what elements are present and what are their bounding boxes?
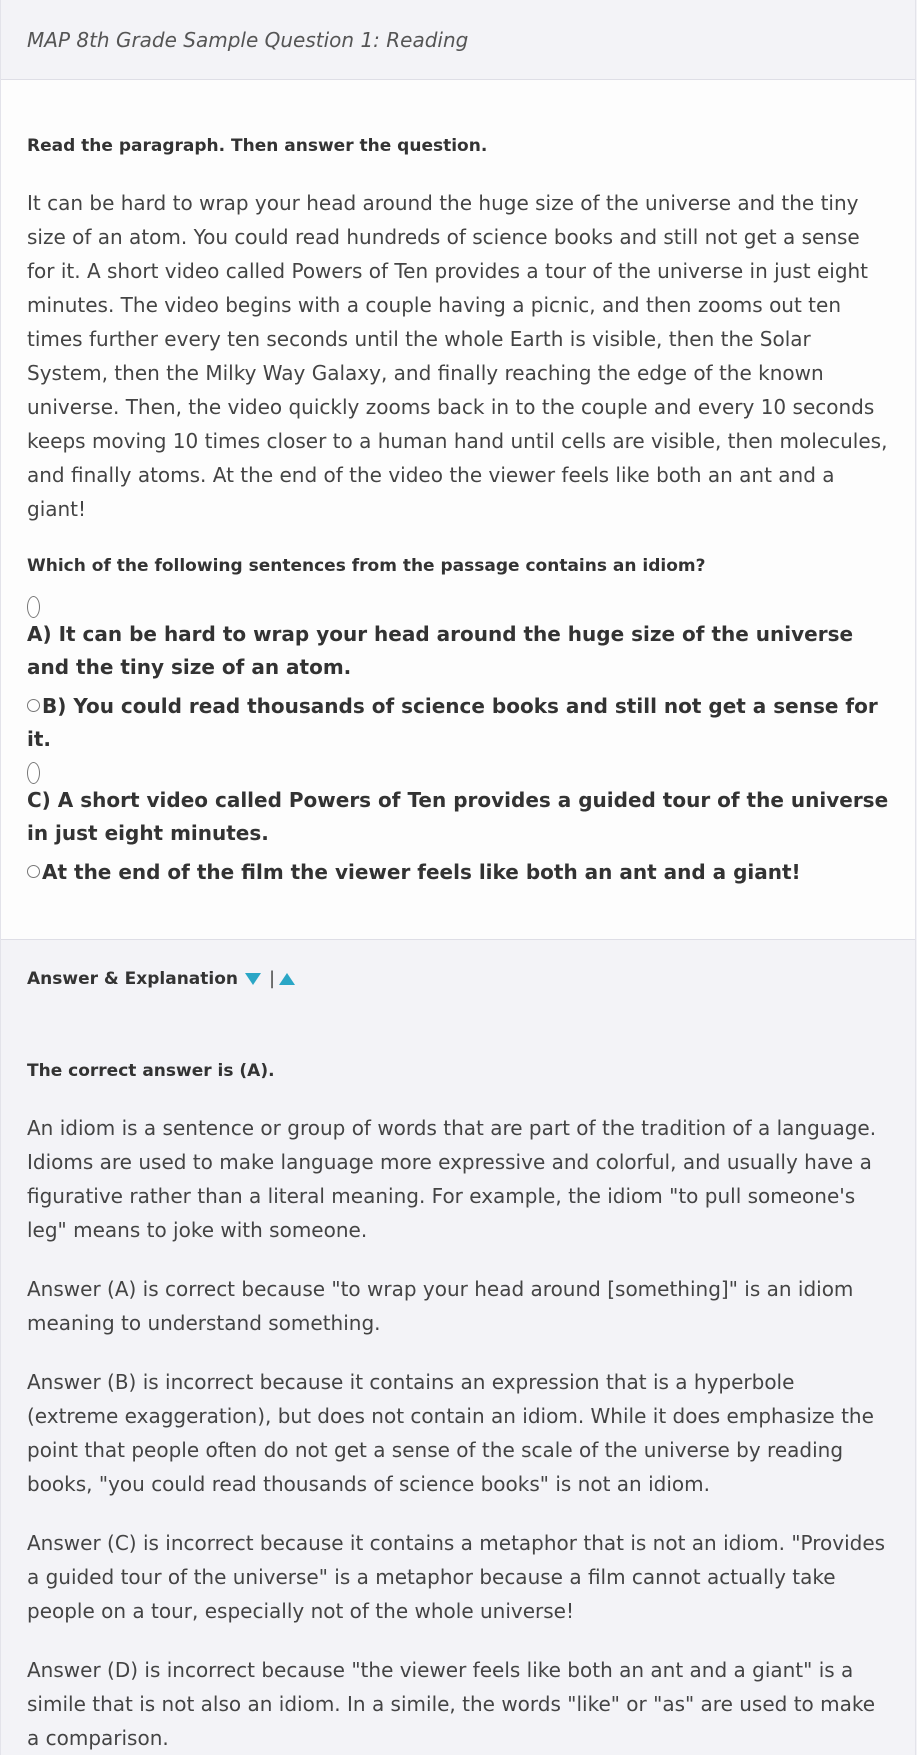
- explanation-toggle[interactable]: [27, 968, 889, 989]
- triangle-down-icon[interactable]: [245, 973, 261, 985]
- explanation-paragraph: Answer (C) is incorrect because it contains a metaphor that is not an idiom. "Provides a guided tour of the universe" is a metaphor because a film cannot actually take people on a tour, especially not of the whole universe!: [27, 1531, 886, 1623]
- instruction-text: Read the paragraph. Then answer the question.: [27, 136, 488, 156]
- explanation-paragraph: Answer (D) is incorrect because "the viewer feels like both an ant and a giant" is a simile that is not also an idiom. In a simile, the words "like" or "as" are used to make a comparison.: [27, 1658, 876, 1750]
- question-body: [1, 80, 915, 940]
- explanation-toggle-label[interactable]: Answer & Explanation: [27, 968, 239, 989]
- question-header: [1, 0, 915, 80]
- radio-button-icon[interactable]: [27, 762, 40, 784]
- explanation-paragraph: An idiom is a sentence or group of words that are part of the tradition of a language. Idioms are used to make language more expressive and colorful, and usually have a figurative rather than a literal meaning. For example, the idiom "to pull someone's leg" means to joke with someone.: [27, 1116, 877, 1242]
- explanation-paragraph: Answer (B) is incorrect because it contains an expression that is a hyperbole (extreme exaggeration), but does not contain an idiom. While it does emphasize the point that people often do not get a sense of the scale of the universe by reading books, "you could read thousands of science books" is not an idiom.: [27, 1370, 874, 1496]
- toggle-separator: |: [269, 968, 276, 989]
- answer-option-c[interactable]: [27, 762, 889, 850]
- option-a-label[interactable]: A) It can be hard to wrap your head around the huge size of the universe and the tiny size of an atom.: [27, 622, 854, 679]
- radio-button-icon[interactable]: [27, 699, 40, 712]
- triangle-up-icon[interactable]: [279, 973, 295, 985]
- radio-button-icon[interactable]: [27, 865, 40, 878]
- page-title: MAP 8th Grade Sample Question 1: Reading: [27, 27, 469, 52]
- question-prompt: Which of the following sentences from the passage contains an idiom?: [27, 556, 706, 576]
- correct-answer: The correct answer is (A).: [27, 1061, 275, 1081]
- answer-option-d[interactable]: [27, 856, 889, 889]
- option-b-label[interactable]: B) You could read thousands of science books and still not get a sense for it.: [27, 694, 878, 751]
- option-d-label[interactable]: At the end of the film the viewer feels like both an ant and a giant!: [42, 860, 801, 884]
- reading-passage: It can be hard to wrap your head around the huge size of the universe and the tiny size of an atom. You could read hundreds of science books and still not get a sense for it. A short video called Powers of Ten provides a tour of the universe in just eight minutes. The video begins with a couple having a picnic, and then zooms out ten times further every ten seconds until the whole Earth is visible, then the Solar System, then the Milky Way Galaxy, and finally reaching the edge of the known universe. Then, the video quickly zooms back in to the couple and every 10 seconds keeps moving 10 times closer to a human hand until cells are visible, then molecules, and finally atoms. At the end of the video the viewer feels like both an ant and a giant!: [27, 191, 888, 521]
- explanation-paragraph: Answer (A) is correct because "to wrap your head around [something]" is an idiom meaning to understand something.: [27, 1277, 854, 1335]
- answer-option-b[interactable]: [27, 690, 889, 756]
- radio-button-icon[interactable]: [27, 596, 40, 618]
- explanation-section: [1, 940, 915, 1755]
- answer-option-a[interactable]: [27, 596, 889, 684]
- option-c-label[interactable]: C) A short video called Powers of Ten provides a guided tour of the universe in just eight minutes.: [27, 788, 889, 845]
